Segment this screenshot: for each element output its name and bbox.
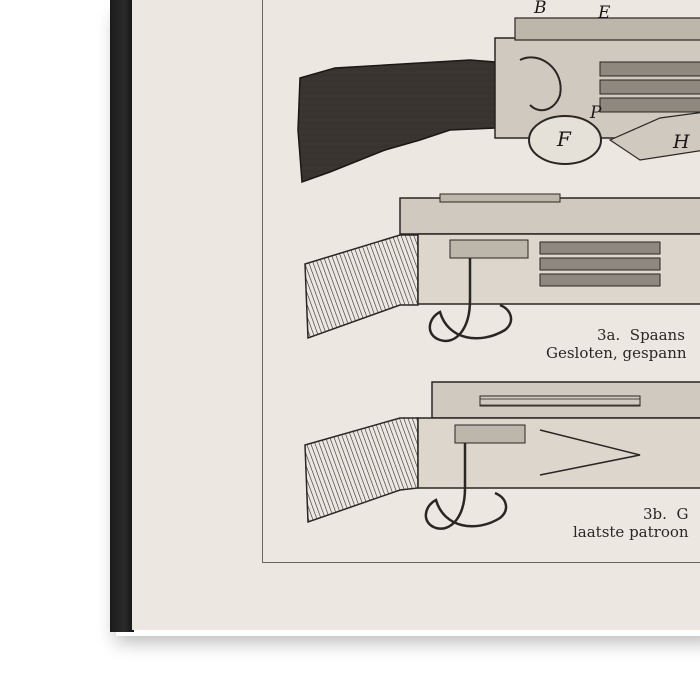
label-p: P (590, 103, 602, 123)
rifle-2-illustration (305, 194, 700, 341)
label-b: B (534, 0, 547, 18)
caption-3b-title: 3b. G (643, 505, 689, 523)
rifle-3-illustration (305, 382, 700, 529)
label-f: F (557, 127, 571, 151)
caption-3b-subtitle: laatste patroon (573, 523, 689, 541)
caption-3a-subtitle: Gesloten, gespann (546, 344, 687, 362)
rifle-1-illustration (298, 18, 700, 182)
label-e: E (598, 3, 611, 23)
caption-3a-title: 3a. Spaans (597, 326, 685, 344)
label-h: H (673, 131, 690, 153)
